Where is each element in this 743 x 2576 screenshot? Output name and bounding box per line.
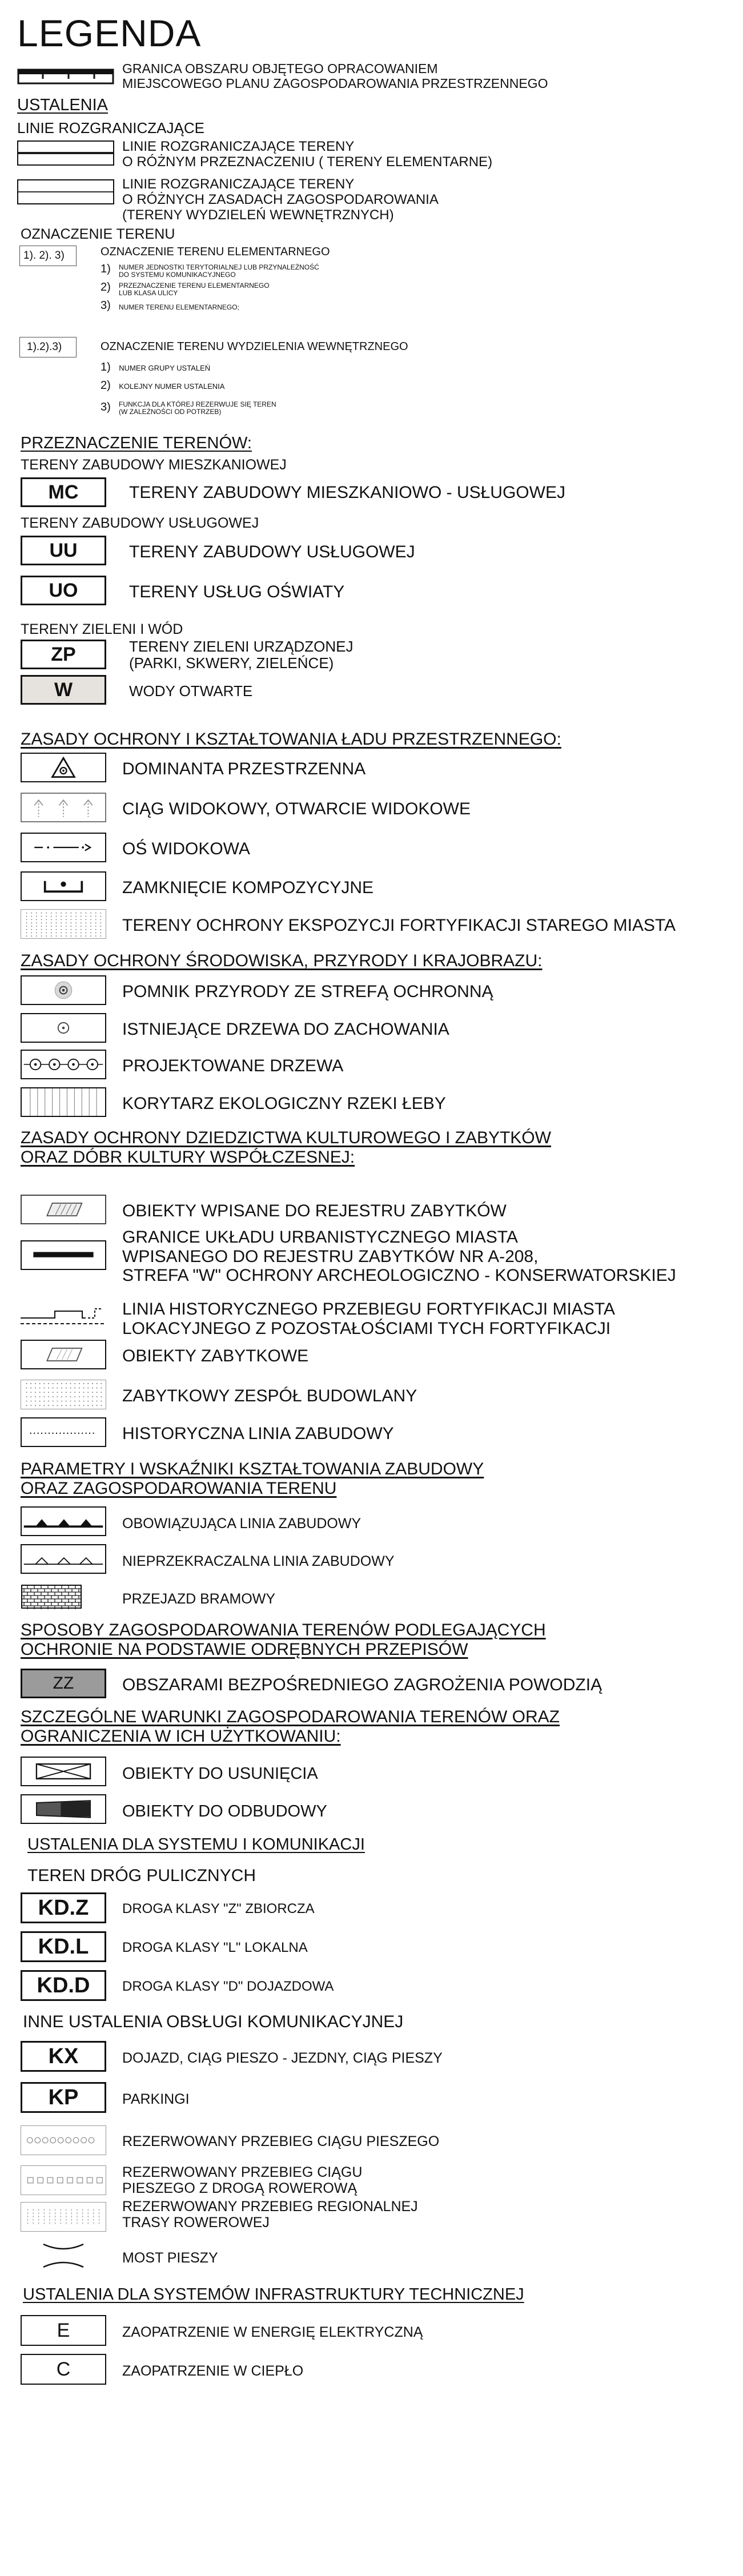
sposoby-heading: SPOSOBY ZAGOSPODAROWANIA TERENÓW PODLEGAJĄCYCH OCHRONIE NA PODSTAWIE ODRĘBNYCH PRZEPISÓW (21, 1621, 546, 1659)
zielen-heading: TERENY ZIELENI I WÓD (21, 621, 183, 637)
zz-label: OBSZARAMI BEZPOŚREDNIEGO ZAGROŻENIA POWODZIĄ (122, 1675, 603, 1694)
historic-building-line-label: HISTORYCZNA LINIA ZABUDOWY (122, 1424, 394, 1443)
historic-objects-label: OBIEKTY ZABYTKOWE (122, 1347, 309, 1365)
urban-layout-boundary-icon (21, 1240, 106, 1270)
pedestrian-bike-route-icon (21, 2165, 106, 2195)
nonexceedable-building-line-icon (21, 1544, 106, 1574)
zp-label: TERENY ZIELENI URZĄDZONEJ (PARKI, SKWERY, ZIELEŃCE) (129, 638, 354, 672)
dziedzictwo-heading: ZASADY OCHRONY DZIEDZICTWA KULTUROWEGO I ZABYTKÓW ORAZ DÓBR KULTURY WSPÓŁCZESNEJ: (21, 1128, 551, 1167)
kdz-code-box: KD.Z (21, 1892, 106, 1923)
urban-layout-label: GRANICE UKŁADU URBANISTYCZNEGO MIASTA WPISANEGO DO REJESTRU ZABYTKÓW NR A-208, STREFA "W" OCHRONY ARCHEOLOGICZNO - KONSERWATORSKIEJ (122, 1228, 676, 1285)
elementary-code-item-2: 2) (101, 281, 111, 294)
elementary-code-box: 1). 2). 3) (19, 246, 77, 266)
pomnik-przyrody-label: POMNIK PRZYRODY ZE STREFĄ OCHRONNĄ (122, 982, 493, 1001)
boundary-line-internal-icon (17, 179, 114, 204)
mieszkaniowa-heading: TERENY ZABUDOWY MIESZKANIOWEJ (21, 457, 287, 473)
pedestrian-bike-route-label: REZERWOWANY PRZEBIEG CIĄGU PIESZEGO Z DROGĄ ROWEROWĄ (122, 2164, 363, 2196)
internal-code-title: OZNACZENIE TERENU WYDZIELENIA WEWNĘTRZNEGO (101, 340, 408, 353)
existing-tree-label: ISTNIEJĄCE DRZEWA DO ZACHOWANIA (122, 1020, 449, 1039)
lad-heading: ZASADY OCHRONY I KSZTAŁTOWANIA ŁADU PRZESTRZENNEGO: (21, 730, 561, 749)
footbridge-label: MOST PIESZY (122, 2250, 218, 2266)
srodowisko-heading: ZASADY OCHRONY ŚRODOWISKA, PRZYRODY I KRAJOBRAZU: (21, 951, 543, 970)
elementary-code-item-1-text: NUMER JEDNOSTKI TERYTORIALNEJ LUB PRZYNALEŻNOŚĆ DO SYSTEMU KOMUNIKACYJNEGO (119, 263, 319, 279)
projected-trees-label: PROJEKTOWANE DRZEWA (122, 1056, 344, 1075)
inne-ustalenia-heading: INNE USTALENIA OBSŁUGI KOMUNIKACYJNEJ (23, 2012, 404, 2031)
footbridge-icon (21, 2241, 106, 2270)
linie-rozgraniczajace-heading: LINIE ROZGRANICZAJĄCE (17, 119, 204, 136)
elementary-code-item-2-text: PRZEZNACZENIE TERENU ELEMENTARNEGO LUB KLASA ULICY (119, 282, 270, 297)
gate-passage-icon (21, 1582, 83, 1611)
plan-boundary-line-icon (17, 62, 114, 88)
historic-building-line-icon (21, 1417, 106, 1447)
os-widokowa-label: OŚ WIDOKOWA (122, 839, 250, 858)
ecological-corridor-icon (21, 1087, 106, 1117)
boundary-line-elementary-icon (17, 140, 114, 166)
pomnik-przyrody-icon (21, 975, 106, 1005)
historic-objects-icon (21, 1340, 106, 1369)
dominanta-label: DOMINANTA PRZESTRZENNA (122, 759, 366, 778)
kdz-label: DROGA KLASY "Z" ZBIORCZA (122, 1901, 315, 1916)
w-code-box: W (21, 675, 106, 705)
c-code-box: C (21, 2354, 106, 2385)
plan-boundary-label: GRANICA OBSZARU OBJĘTEGO OPRACOWANIEM MIEJSCOWEGO PLANU ZAGOSPODAROWANIA PRZESTRZENNEGO (122, 61, 548, 91)
projected-trees-icon (21, 1050, 106, 1079)
historic-ensemble-label: ZABYTKOWY ZESPÓŁ BUDOWLANY (122, 1387, 417, 1405)
os-widokowa-icon (21, 833, 106, 862)
zp-code-box: ZP (21, 640, 106, 669)
historic-ensemble-icon (21, 1380, 106, 1409)
dominanta-icon (21, 753, 106, 782)
warunki-heading: SZCZEGÓLNE WARUNKI ZAGOSPODAROWANIA TERENÓW ORAZ OGRANICZENIA W ICH UŻYTKOWANIU: (21, 1707, 560, 1746)
infrastruktura-heading: USTALENIA DLA SYSTEMÓW INFRASTRUKTURY TECHNICZNEJ (23, 2285, 524, 2304)
kx-label: DOJAZD, CIĄG PIESZO - JEZDNY, CIĄG PIESZY (122, 2050, 443, 2066)
mc-code-box: MC (21, 477, 106, 507)
drogi-publiczne-heading: TEREN DRÓG PULICZNYCH (27, 1866, 256, 1885)
kdl-code-box: KD.L (21, 1931, 106, 1962)
e-code-box: E (21, 2315, 106, 2346)
registered-monuments-icon (21, 1195, 106, 1224)
objects-to-rebuild-icon (21, 1794, 106, 1824)
komunikacja-heading: USTALENIA DLA SYSTEMU I KOMUNIKACJI (27, 1835, 365, 1854)
elementary-code-title: OZNACZENIE TERENU ELEMENTARNEGO (101, 246, 330, 258)
boundary-line-elementary-label: LINIE ROZGRANICZAJĄCE TERENY O RÓŻNYM PRZEZNACZENIU ( TERENY ELEMENTARNE) (122, 139, 493, 170)
boundary-line-internal-label: LINIE ROZGRANICZAJĄCE TERENY O RÓŻNYCH ZASADACH ZAGOSPODAROWANIA (TERENY WYDZIELEŃ WEWNĘTRZNYCH) (122, 176, 439, 223)
regional-bike-route-label: REZERWOWANY PRZEBIEG REGIONALNEJ TRASY ROWEROWEJ (122, 2199, 418, 2231)
objects-to-remove-icon (21, 1757, 106, 1786)
kdd-label: DROGA KLASY "D" DOJAZDOWA (122, 1979, 334, 1994)
elementary-code-item-1: 1) (101, 263, 111, 275)
mandatory-building-line-label: OBOWIĄZUJĄCA LINIA ZABUDOWY (122, 1516, 362, 1532)
elementary-code-item-3: 3) (101, 299, 111, 312)
fortyfikacje-label: TERENY OCHRONY EKSPOZYCJI FORTYFIKACJI STAREGO MIASTA (122, 916, 676, 935)
ciag-widokowy-icon (21, 793, 106, 822)
internal-code-item-3: 3) (101, 401, 111, 413)
internal-code-box: 1).2).3) (19, 337, 77, 357)
ecological-corridor-label: KORYTARZ EKOLOGICZNY RZEKI ŁEBY (122, 1094, 446, 1113)
registered-monuments-label: OBIEKTY WPISANE DO REJESTRU ZABYTKÓW (122, 1201, 507, 1220)
gate-passage-label: PRZEJAZD BRAMOWY (122, 1591, 276, 1607)
kx-code-box: KX (21, 2041, 106, 2072)
kdl-label: DROGA KLASY "L" LOKALNA (122, 1940, 308, 1955)
uu-code-box: UU (21, 536, 106, 565)
pedestrian-route-label: REZERWOWANY PRZEBIEG CIĄGU PIESZEGO (122, 2133, 440, 2149)
mandatory-building-line-icon (21, 1506, 106, 1536)
fortification-line-label: LINIA HISTORYCZNEGO PRZEBIEGU FORTYFIKACJI MIASTA LOKACYJNEGO Z POZOSTAŁOŚCIAMI TYCH FORTYFIKACJI (122, 1300, 615, 1338)
zz-code-box: ZZ (21, 1669, 106, 1698)
existing-tree-icon (21, 1013, 106, 1043)
pedestrian-route-icon (21, 2125, 106, 2155)
kp-code-box: KP (21, 2082, 106, 2113)
internal-code-item-2: 2) KOLEJNY NUMER USTALENIA (101, 379, 225, 392)
elementary-code-item-3-text: NUMER TERENU ELEMENTARNEGO; (119, 303, 239, 311)
objects-to-rebuild-label: OBIEKTY DO ODBUDOWY (122, 1802, 327, 1821)
ciag-widokowy-label: CIĄG WIDOKOWY, OTWARCIE WIDOKOWE (122, 799, 471, 818)
regional-bike-route-icon (21, 2202, 106, 2232)
uslugowa-heading: TERENY ZABUDOWY USŁUGOWEJ (21, 515, 259, 531)
w-label: WODY OTWARTE (129, 682, 253, 700)
przeznaczenie-heading: PRZEZNACZENIE TERENÓW: (21, 434, 252, 452)
ustalenia-heading: USTALENIA (17, 96, 109, 114)
uu-label: TERENY ZABUDOWY USŁUGOWEJ (129, 542, 415, 561)
kdd-code-box: KD.D (21, 1970, 106, 2001)
zamkniecie-icon (21, 871, 106, 901)
uo-label: TERENY USŁUG OŚWIATY (129, 582, 345, 601)
internal-code-item-1: 1) NUMER GRUPY USTALEŃ (101, 361, 211, 373)
internal-code-item-3-text: FUNKCJA DLA KTÓREJ REZERWUJE SIĘ TEREN (W ZALEŻNOŚCI OD POTRZEB) (119, 400, 276, 416)
fortification-line-icon (21, 1301, 106, 1331)
zamkniecie-label: ZAMKNIĘCIE KOMPOZYCYJNE (122, 878, 374, 897)
mc-label: TERENY ZABUDOWY MIESZKANIOWO - USŁUGOWEJ (129, 483, 565, 502)
nonexceedable-building-line-label: NIEPRZEKRACZALNA LINIA ZABUDOWY (122, 1553, 395, 1569)
e-label: ZAOPATRZENIE W ENERGIĘ ELEKTRYCZNĄ (122, 2324, 423, 2340)
parametry-heading: PARAMETRY I WSKAŹNIKI KSZTAŁTOWANIA ZABUDOWY ORAZ ZAGOSPODAROWANIA TERENU (21, 1460, 484, 1498)
legend-title: LEGENDA (17, 12, 202, 54)
fortyfikacje-pattern-icon (21, 909, 106, 939)
objects-to-remove-label: OBIEKTY DO USUNIĘCIA (122, 1765, 318, 1783)
kp-label: PARKINGI (122, 2091, 190, 2107)
c-label: ZAOPATRZENIE W CIEPŁO (122, 2363, 304, 2379)
uo-code-box: UO (21, 576, 106, 605)
oznaczenie-heading: OZNACZENIE TERENU (21, 226, 175, 242)
